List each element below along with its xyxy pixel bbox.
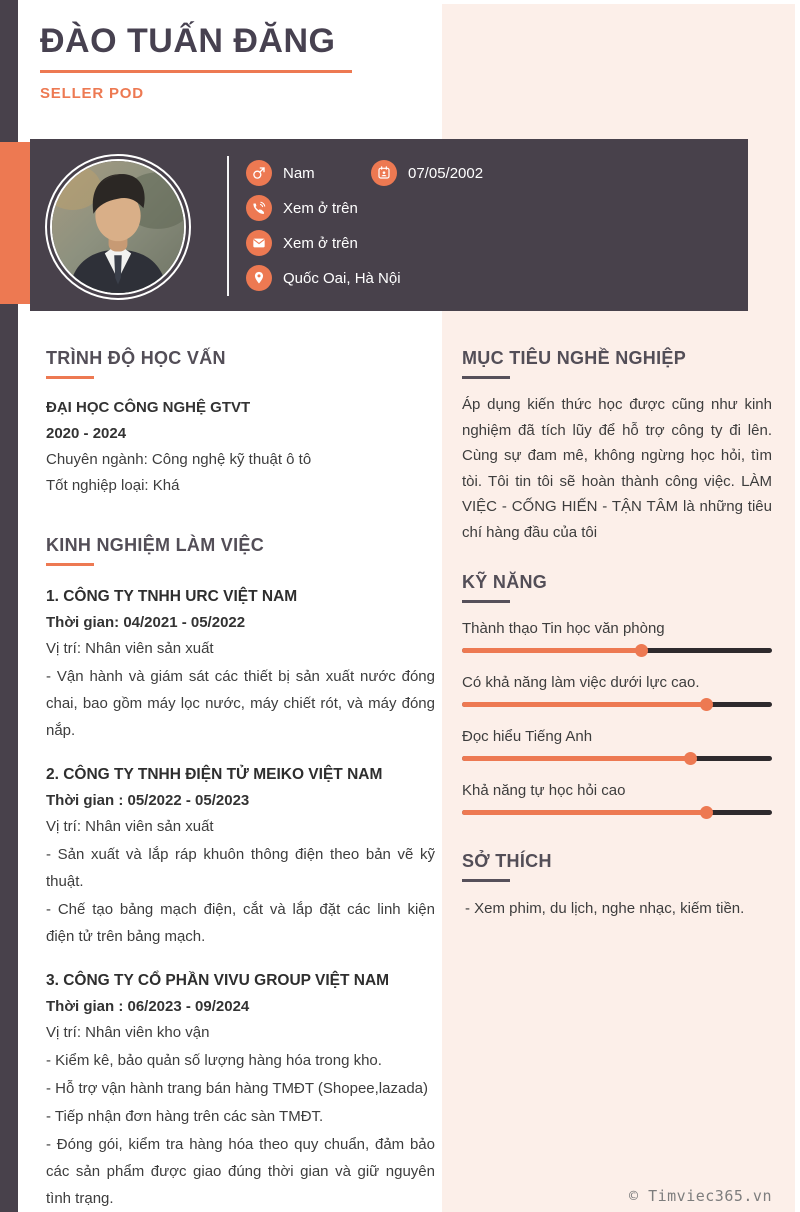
education-major: Chuyên ngành: Công nghệ kỹ thuật ô tô [46,451,312,468]
skill-slider-fill [462,702,707,707]
job-company: 3. CÔNG TY CỔ PHẦN VIVU GROUP VIỆT NAM [46,972,390,989]
skill-row [462,674,772,711]
job-time: Thời gian: 04/2021 - 05/2022 [46,614,246,631]
hobbies-heading-rule [462,879,510,882]
education-grade: Tốt nghiệp loại: Khá [46,477,180,494]
objective-heading-rule [462,376,510,379]
header-band [30,139,748,311]
skill-slider-fill [462,648,642,653]
contact-address [246,265,401,291]
job-company: 2. CÔNG TY TNHH ĐIỆN TỬ MEIKO VIỆT NAM [46,766,383,783]
name-underline [40,70,352,73]
skill-slider[interactable] [462,698,772,711]
contact-row [246,160,484,186]
section-objective [462,348,772,545]
job-company: 1. CÔNG TY TNHH URC VIỆT NAM [46,588,298,605]
job-entry [46,968,435,1212]
contact-phone [246,195,358,221]
skill-slider-handle[interactable] [635,644,648,657]
skill-row [462,728,772,765]
skill-slider[interactable] [462,806,772,819]
contact-email-label: Xem ở trên [283,234,358,252]
section-skills [462,572,772,819]
contact-phone-label: Xem ở trên [283,199,358,217]
contact-dob-label: 07/05/2002 [408,164,484,182]
phone-icon [246,195,272,221]
skill-slider[interactable] [462,644,772,657]
contact-info [246,160,484,300]
skills-heading-rule [462,600,510,603]
mail-icon [246,230,272,256]
profile-photo [50,159,186,295]
skill-label: Khả năng tự học hỏi cao [462,782,626,799]
job-detail: - Sản xuất và lắp ráp khuôn thông điện theo bản vẽ kỹ thuật. [46,846,435,890]
profile-photo-illustration [52,161,184,293]
job-entry [46,762,435,950]
header-divider [227,156,229,296]
left-accent-bar-orange [0,142,30,304]
location-icon [246,265,272,291]
cv-name: ĐÀO TUẤN ĐĂNG [40,22,336,60]
gender-icon [246,160,272,186]
section-experience [46,535,435,1212]
job-detail: - Hỗ trợ vận hành trang bán hàng TMĐT (Shopee,lazada) [46,1080,429,1097]
profile-photo-frame [45,154,191,300]
education-years: 2020 - 2024 [46,425,127,442]
contact-row [246,195,401,221]
hobbies-heading: SỞ THÍCH [462,851,552,871]
job-entry [46,584,435,744]
job-time: Thời gian : 06/2023 - 09/2024 [46,998,250,1015]
job-position: Vị trí: Nhân viên sản xuất [46,818,214,835]
name-block [40,22,440,102]
job-detail: - Đóng gói, kiểm tra hàng hóa theo quy chuẩn, đảm bảo các sản phẩm được giao đúng thời gian và giữ nguyên tình trạng. [46,1136,435,1207]
skill-label: Đọc hiểu Tiếng Anh [462,728,593,745]
education-heading: TRÌNH ĐỘ HỌC VẤN [46,348,226,368]
job-detail: - Tiếp nhận đơn hàng trên các sàn TMĐT. [46,1108,324,1125]
skill-row [462,620,772,657]
experience-heading: KINH NGHIỆM LÀM VIỆC [46,535,265,555]
experience-heading-rule [46,563,94,566]
section-hobbies [462,851,772,921]
job-position: Vị trí: Nhân viên kho vận [46,1024,210,1041]
cv-job-title: SELLER POD [40,85,144,102]
right-column [462,348,772,921]
section-education [46,348,435,499]
education-school: ĐẠI HỌC CÔNG NGHỆ GTVT [46,399,251,416]
job-detail: - Vận hành và giám sát các thiết bị sản xuất nước đóng chai, bao gồm máy lọc nước, máy chiết rót, và máy đóng nắp. [46,668,435,739]
education-heading-rule [46,376,94,379]
job-time: Thời gian : 05/2022 - 05/2023 [46,792,250,809]
hobbies-text: - Xem phim, du lịch, nghe nhạc, kiếm tiền. [465,900,745,917]
skill-slider-fill [462,756,691,761]
contact-row [246,230,401,256]
skill-slider[interactable] [462,752,772,765]
skill-slider-handle[interactable] [700,698,713,711]
contact-row [246,265,401,291]
job-detail: - Kiểm kê, bảo quản số lượng hàng hóa trong kho. [46,1052,382,1069]
contact-dob [371,160,483,186]
watermark: © Timviec365.vn [629,1187,772,1205]
skill-slider-handle[interactable] [684,752,697,765]
objective-text: Áp dụng kiến thức học được cũng như kinh nghiệm đã tích lũy để hỗ trợ công ty đi lên. Cùng sự đam mê, không ngừng học hỏi, tìm tòi. Tôi tin tôi sẽ hoàn thành công việc. LÀM VIỆC - CỐNG HIẾN - TẬN TÂM là những tiêu chí hàng đầu của tôi [462,396,772,541]
skills-heading: KỸ NĂNG [462,572,548,592]
contact-address-label: Quốc Oai, Hà Nội [283,269,401,287]
contact-gender [246,160,315,186]
skill-slider-fill [462,810,707,815]
contact-gender-label: Nam [283,164,315,182]
contact-email [246,230,358,256]
left-column [46,348,435,1212]
calendar-icon [371,160,397,186]
skill-row [462,782,772,819]
job-position: Vị trí: Nhân viên sản xuất [46,640,214,657]
objective-heading: MỤC TIÊU NGHỀ NGHIỆP [462,348,687,368]
job-detail: - Chế tạo bảng mạch điện, cắt và lắp đặt các linh kiện điện tử trên bảng mạch. [46,901,435,945]
skill-slider-handle[interactable] [700,806,713,819]
skill-label: Thành thạo Tin học văn phòng [462,620,665,637]
skill-label: Có khả năng làm việc dưới lực cao. [462,674,700,691]
